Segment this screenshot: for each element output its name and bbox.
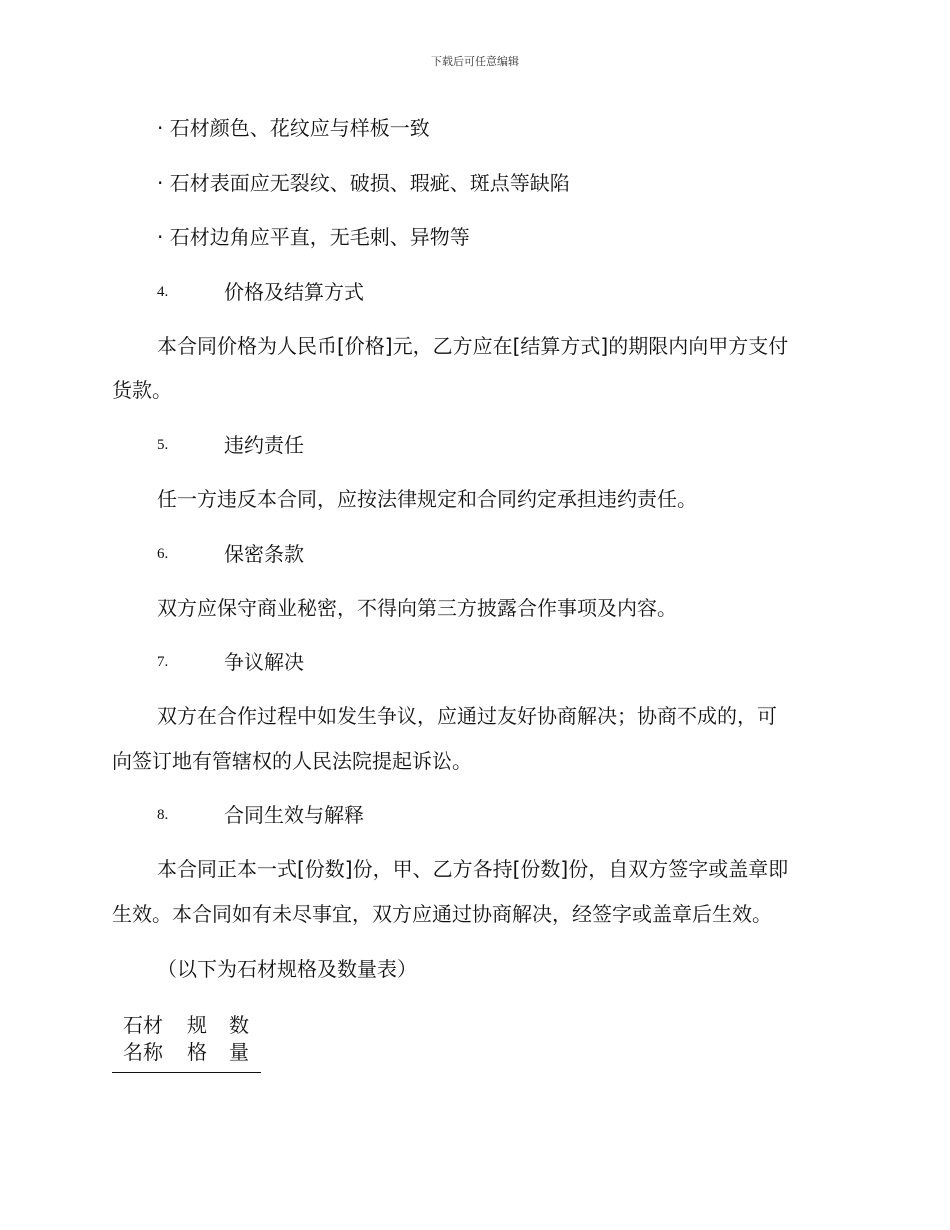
section-paragraph: 本合同正本一式[份数]份，甲、乙方各持[份数]份，自双方签字或盖章即 xyxy=(157,857,789,881)
section-paragraph: 双方在合作过程中如发生争议，应通过友好协商解决；协商不成的，可 xyxy=(157,704,777,728)
table-intro: （以下为石材规格及数量表） xyxy=(157,957,417,981)
section-paragraph: 货款。 xyxy=(112,378,172,402)
section-title: 违约责任 xyxy=(224,433,304,457)
section-paragraph: 双方应保守商业秘密，不得向第三方披露合作事项及内容。 xyxy=(157,596,677,620)
section-paragraph: 生效。本合同如有未尽事宜，双方应通过协商解决，经签字或盖章后生效。 xyxy=(112,902,772,926)
section-paragraph: 任一方违反本合同，应按法律规定和合同约定承担违约责任。 xyxy=(157,487,697,511)
page-header: 下载后可任意编辑 xyxy=(431,55,519,68)
bullet-item: · 石材颜色、花纹应与样板一致 xyxy=(157,116,430,140)
table-header-cell: 规 格 xyxy=(187,1013,207,1064)
spec-table xyxy=(112,1012,261,1073)
section-paragraph: 向签订地有管辖权的人民法院提起诉讼。 xyxy=(112,749,472,773)
bullet-item: · 石材表面应无裂纹、破损、瑕疵、斑点等缺陷 xyxy=(157,171,570,195)
section-title: 合同生效与解释 xyxy=(224,803,364,827)
section-title: 保密条款 xyxy=(224,542,304,566)
table-header-cell: 石材 名称 xyxy=(123,1013,163,1064)
section-number: 7. xyxy=(157,654,169,670)
section-title: 争议解决 xyxy=(224,650,304,674)
section-title: 价格及结算方式 xyxy=(224,280,364,304)
section-number: 6. xyxy=(157,546,169,562)
section-number: 8. xyxy=(157,807,169,823)
table-header-cell: 数 量 xyxy=(229,1013,249,1064)
section-number: 5. xyxy=(157,437,169,453)
bullet-item: · 石材边角应平直，无毛刺、异物等 xyxy=(157,225,470,249)
section-paragraph: 本合同价格为人民币[价格]元，乙方应在[结算方式]的期限内向甲方支付 xyxy=(157,334,789,358)
section-number: 4. xyxy=(157,284,169,300)
